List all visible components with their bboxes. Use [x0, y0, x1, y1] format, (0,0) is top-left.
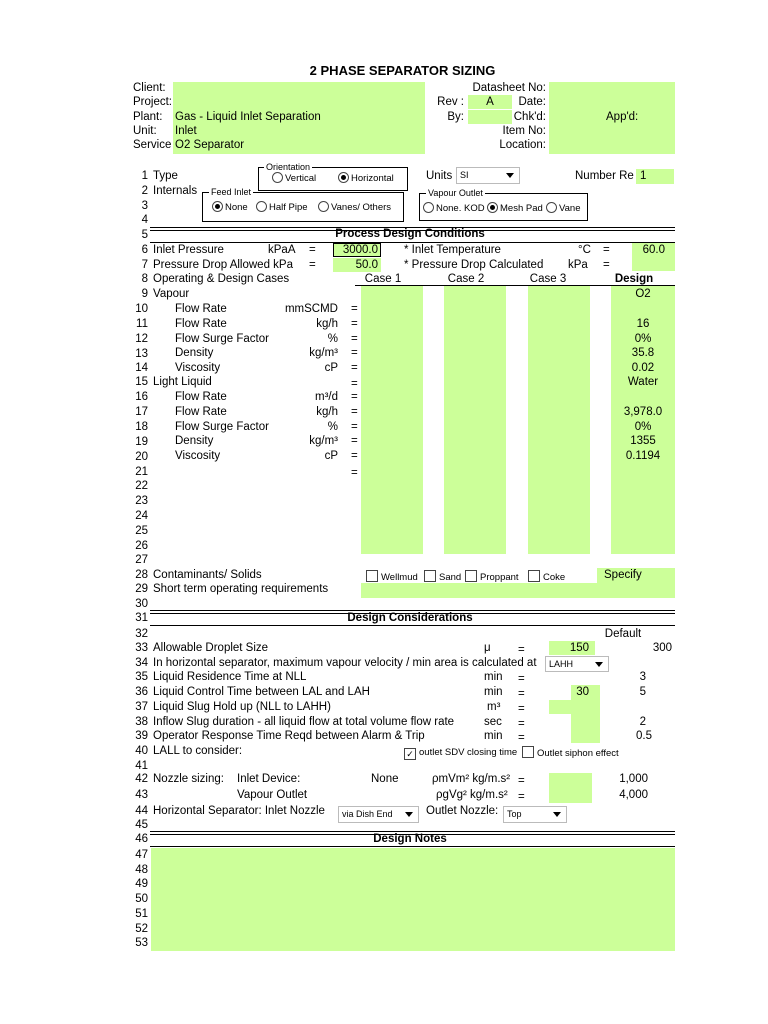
units-label: Units — [426, 170, 453, 182]
lall-label: LALL to consider: — [153, 745, 243, 757]
row-label: Viscosity — [175, 450, 221, 463]
row-design-value: 16 — [636, 317, 650, 330]
operator-default: 0.5 — [636, 730, 652, 742]
row-number: 9 — [141, 288, 148, 300]
date-label: Date: — [518, 96, 546, 108]
row-design-value: 35.8 — [631, 347, 655, 360]
row-label: Density — [175, 347, 214, 360]
case3-header: Case 3 — [529, 273, 567, 285]
location-label: Location: — [499, 139, 546, 151]
outlet-nozzle-label: Outlet Nozzle: — [426, 805, 499, 817]
row-number: 30 — [135, 598, 148, 610]
datasheet-label: Datasheet No: — [472, 82, 546, 94]
checkbox-wellmud[interactable] — [366, 570, 378, 582]
operator-unit: min — [484, 730, 503, 742]
operator-label: Operator Response Time Reqd between Alarm & Trip — [153, 730, 425, 742]
row-eq: = — [351, 391, 358, 403]
droplet-default: 300 — [652, 642, 672, 654]
notes-heading: Design Notes — [373, 833, 447, 845]
item-label: Item No: — [502, 125, 546, 137]
inlet-temp-value: 60.0 — [642, 244, 665, 256]
horizontal-label: In horizontal separator, maximum vapour velocity / min area is calculated at — [153, 657, 537, 669]
inflow-eq: = — [518, 718, 525, 730]
liquid-design: Water — [627, 376, 659, 388]
row-number: 49 — [135, 878, 148, 890]
row-design-value: 0.1194 — [625, 450, 661, 463]
nozzle-label: Nozzle sizing: — [153, 773, 224, 785]
row-number: 36 — [135, 686, 148, 698]
operator-eq: = — [518, 732, 525, 744]
control-unit: min — [484, 686, 503, 698]
appd-label: App'd: — [606, 111, 639, 123]
plant-label: Plant: — [133, 111, 163, 123]
vapour-design: O2 — [635, 288, 651, 300]
inlet-pressure-value: 3000.0 — [342, 244, 378, 256]
droplet-value: 150 — [569, 642, 589, 654]
radio-vanes[interactable] — [318, 201, 329, 212]
row-number: 15 — [135, 376, 148, 388]
row-eq: = — [351, 405, 358, 418]
chevron-down-icon — [405, 812, 413, 817]
radio-mesh-pad[interactable] — [487, 202, 498, 213]
cases-underline — [355, 285, 675, 286]
unit-label: Unit: — [133, 125, 157, 137]
dp-allowed-value: 50.0 — [355, 259, 378, 271]
row-label: Flow Surge Factor — [175, 420, 269, 433]
row-number: 17 — [135, 406, 148, 418]
row-number: 25 — [135, 525, 148, 537]
control-value: 30 — [576, 686, 589, 698]
row-unit: kg/h — [316, 317, 338, 330]
row-eq: = — [351, 362, 358, 375]
checkbox-proppant[interactable] — [465, 570, 477, 582]
case1-header: Case 1 — [364, 273, 402, 285]
row-number: 23 — [135, 495, 148, 507]
rev-value: A — [486, 96, 494, 108]
radio-horizontal[interactable] — [338, 172, 349, 183]
rho-m-label: ρmVm² kg/m.s² — [432, 773, 511, 785]
inlet-pressure-unit: kPaA — [268, 244, 296, 256]
by-label: By: — [447, 111, 464, 123]
service-label: Service — [133, 139, 172, 151]
row-number: 31 — [135, 612, 148, 624]
droplet-eq: = — [518, 644, 525, 656]
row-label: Flow Rate — [175, 391, 227, 403]
number-label: Number Re — [575, 170, 634, 182]
row-number: 47 — [135, 849, 148, 861]
row-eq: = — [351, 420, 358, 433]
row-number: 6 — [141, 244, 148, 256]
row-unit: cP — [324, 450, 338, 463]
project-label: Project: — [133, 96, 172, 108]
inlet-temp-label: * Inlet Temperature — [404, 244, 501, 256]
page-title: 2 PHASE SEPARATOR SIZING — [309, 63, 496, 78]
row-number: 24 — [135, 510, 148, 522]
nozzle-field[interactable] — [549, 773, 592, 803]
row-label: Flow Rate — [175, 317, 227, 330]
design-notes-field[interactable] — [151, 848, 675, 951]
row-eq: = — [351, 347, 358, 360]
row-number: 51 — [135, 908, 148, 920]
residence-unit: min — [484, 671, 503, 683]
row-eq: = — [351, 303, 358, 315]
row-number: 40 — [135, 745, 148, 757]
checkbox-sdv[interactable]: ✓ — [404, 748, 416, 760]
row-number: 18 — [135, 421, 148, 433]
mesh-pad-option[interactable]: Mesh Pad — [487, 202, 543, 215]
row-number: 33 — [135, 642, 148, 654]
row-number: 16 — [135, 391, 148, 403]
rho-m-eq: = — [518, 775, 525, 787]
row-design-value: 0% — [634, 420, 652, 433]
row-number: 32 — [135, 628, 148, 640]
row-number: 19 — [135, 436, 148, 448]
row-label: Flow Rate — [175, 405, 227, 418]
slug-field-ext[interactable] — [549, 700, 571, 714]
case2-column[interactable] — [444, 285, 506, 554]
horizontal-option[interactable]: Horizontal — [338, 172, 394, 185]
row-number: 20 — [135, 451, 148, 463]
row-number: 43 — [135, 789, 148, 801]
rev-label: Rev : — [437, 96, 464, 108]
sdv-checkbox[interactable]: ✓ outlet SDV closing time — [404, 747, 517, 760]
row-number: 46 — [135, 833, 148, 845]
chevron-down-icon — [595, 662, 603, 667]
cases-label: Operating & Design Cases — [153, 273, 290, 285]
dp-calc-label: * Pressure Drop Calculated — [404, 259, 544, 271]
row-unit: m³/d — [315, 391, 338, 403]
chkd-label: Chk'd: — [513, 111, 546, 123]
dp-calc-eq: = — [603, 259, 610, 271]
row-design-value: 0.02 — [631, 362, 655, 375]
row-label: Flow Surge Factor — [175, 332, 269, 345]
row-number: 14 — [135, 362, 148, 374]
row-label: Density — [175, 435, 214, 448]
row-number: 52 — [135, 923, 148, 935]
case3-column[interactable] — [528, 285, 590, 554]
notes-divider-bottom — [150, 846, 675, 847]
residence-eq: = — [518, 673, 525, 685]
design-header: Design — [614, 273, 654, 285]
service-value: O2 Separator — [175, 139, 245, 151]
row-number: 37 — [135, 701, 148, 713]
inflow-unit: sec — [484, 716, 502, 728]
row-unit: kg/h — [316, 405, 338, 418]
dp-allowed-eq: = — [309, 259, 316, 271]
rho-g-eq: = — [518, 791, 525, 803]
inlet-device-label: Inlet Device: — [237, 773, 301, 785]
control-label: Liquid Control Time between LAL and LAH — [153, 686, 370, 698]
slug-eq: = — [518, 703, 525, 715]
slug-label: Liquid Slug Hold up (NLL to LAHH) — [153, 701, 331, 713]
feed-none-option[interactable]: None — [212, 201, 248, 214]
client-label: Client: — [133, 82, 166, 94]
radio-vertical[interactable] — [272, 172, 283, 183]
row-number: 35 — [135, 671, 148, 683]
row-number: 29 — [135, 583, 148, 595]
inlet-pressure-label: Inlet Pressure — [153, 244, 224, 256]
inflow-label: Inflow Slug duration - all liquid flow at total volume flow rate — [153, 716, 455, 728]
row-design-value: 1355 — [630, 435, 656, 448]
row-eq: = — [351, 450, 358, 463]
row-number: 11 — [136, 318, 148, 330]
row-number: 12 — [135, 333, 148, 345]
row-number: 34 — [135, 657, 148, 669]
residence-label: Liquid Residence Time at NLL — [153, 671, 307, 683]
inlet-nozzle-select[interactable]: via Dish End — [338, 806, 419, 823]
row-number: 44 — [135, 805, 148, 817]
radio-none-kod[interactable] — [423, 202, 434, 213]
droplet-label: Allowable Droplet Size — [153, 642, 269, 654]
rho-g-default: 4,000 — [619, 789, 648, 801]
row-unit: kg/m³ — [309, 435, 338, 448]
liquid-eq: = — [351, 378, 358, 390]
row-number: 39 — [135, 730, 148, 742]
row-number: 10 — [135, 303, 148, 315]
checkbox-siphon[interactable] — [522, 746, 534, 758]
row-number: 5 — [141, 229, 148, 241]
outlet-nozzle-select[interactable]: Top — [503, 806, 567, 823]
row-number: 28 — [135, 569, 148, 581]
short-term-label: Short term operating requirements — [153, 583, 329, 595]
sand-checkbox[interactable]: Sand — [424, 570, 461, 584]
type-label: Type — [153, 170, 178, 182]
dp-allowed-label: Pressure Drop Allowed kPa — [153, 259, 293, 271]
vane-option[interactable]: Vane — [546, 202, 580, 215]
row-number: 13 — [135, 348, 148, 360]
row-number: 27 — [135, 554, 148, 566]
vapour-outlet-label: Vapour Outlet — [428, 188, 483, 198]
case1-column[interactable] — [361, 285, 423, 554]
row-design-value: 3,978.0 — [623, 405, 663, 418]
liquid-label: Light Liquid — [153, 376, 212, 388]
row-number: 22 — [135, 480, 148, 492]
short-term-field[interactable] — [361, 583, 597, 598]
rho-g-label: ρgVg² kg/m.s² — [436, 789, 508, 801]
inlet-nozzle-label: Horizontal Separator: Inlet Nozzle — [153, 805, 325, 817]
row-number: 4 — [141, 214, 148, 226]
radio-vane[interactable] — [546, 202, 557, 213]
radio-half-pipe[interactable] — [256, 201, 267, 212]
row-unit: mmSCMD — [284, 303, 338, 315]
case2-header: Case 2 — [447, 273, 485, 285]
process-heading: Process Design Conditions — [335, 228, 485, 240]
vapour-outlet-nozzle-label: Vapour Outlet — [237, 789, 308, 801]
coke-checkbox[interactable]: Coke — [528, 570, 565, 584]
plant-value: Gas - Liquid Inlet Separation — [175, 111, 321, 123]
units-select[interactable]: SI — [456, 167, 520, 184]
radio-feed-none[interactable] — [212, 201, 223, 212]
inflow-default: 2 — [639, 716, 646, 728]
droplet-unit: μ — [484, 642, 491, 654]
row-number: 21 — [135, 466, 148, 478]
inlet-device-value: None — [371, 773, 399, 785]
control-eq: = — [518, 688, 525, 700]
row-number: 3 — [141, 200, 148, 212]
row-number: 53 — [135, 937, 148, 949]
row-unit: cP — [324, 362, 338, 375]
row-number: 45 — [135, 819, 148, 831]
checkbox-coke[interactable] — [528, 570, 540, 582]
row-number: 8 — [141, 273, 148, 285]
row-number: 26 — [135, 540, 148, 552]
row-unit: kg/m³ — [309, 347, 338, 360]
row-number: 7 — [141, 259, 148, 271]
specify-label: Specify — [604, 569, 642, 581]
row-unit: % — [327, 332, 338, 345]
chevron-down-icon — [553, 812, 561, 817]
feed-inlet-label: Feed Inlet — [211, 187, 252, 197]
inlet-temp-eq: = — [603, 244, 610, 256]
design-divider-bottom — [150, 625, 675, 626]
dp-calc-unit: kPa — [568, 259, 588, 271]
row-number: 38 — [135, 716, 148, 728]
row-number: 42 — [135, 773, 148, 785]
row-number: 41 — [135, 760, 148, 772]
number-value: 1 — [640, 170, 647, 182]
half-pipe-option[interactable]: Half Pipe — [256, 201, 308, 214]
row-label: Flow Rate — [175, 303, 227, 315]
inlet-temp-unit: °C — [578, 244, 591, 256]
row-design-value: 0% — [634, 332, 652, 345]
row-unit: % — [327, 420, 338, 433]
row21-eq: = — [351, 467, 358, 479]
row-number: 1 — [141, 170, 148, 182]
row-label: Viscosity — [175, 362, 221, 375]
orientation-label: Orientation — [266, 162, 311, 172]
horizontal-select[interactable]: LAHH — [545, 656, 609, 672]
unit-value: Inlet — [175, 125, 197, 137]
row-eq: = — [351, 435, 358, 448]
row-number: 48 — [135, 864, 148, 876]
none-kod-option[interactable]: None. KOD — [423, 202, 485, 215]
proppant-checkbox[interactable]: Proppant — [465, 570, 519, 584]
vertical-option[interactable]: Vertical — [272, 172, 316, 185]
slug-unit: m³ — [487, 701, 501, 713]
siphon-checkbox[interactable]: Outlet siphon effect — [522, 746, 619, 760]
wellmud-checkbox[interactable]: Wellmud — [366, 570, 418, 584]
internals-label: Internals — [153, 185, 198, 197]
row-eq: = — [351, 332, 358, 345]
contaminants-label: Contaminants/ Solids — [153, 569, 262, 581]
rho-m-default: 1,000 — [619, 773, 648, 785]
chevron-down-icon — [506, 173, 514, 178]
row-number: 50 — [135, 893, 148, 905]
default-label: Default — [604, 628, 642, 640]
residence-default: 3 — [639, 671, 646, 683]
vapour-label: Vapour — [153, 288, 190, 300]
row-eq: = — [351, 317, 358, 330]
checkbox-sand[interactable] — [424, 570, 436, 582]
vanes-option[interactable]: Vanes/ Others — [318, 201, 391, 214]
inlet-pressure-eq: = — [309, 244, 316, 256]
control-default: 5 — [639, 686, 646, 698]
row-number: 2 — [141, 185, 148, 197]
design-heading: Design Considerations — [347, 612, 473, 624]
